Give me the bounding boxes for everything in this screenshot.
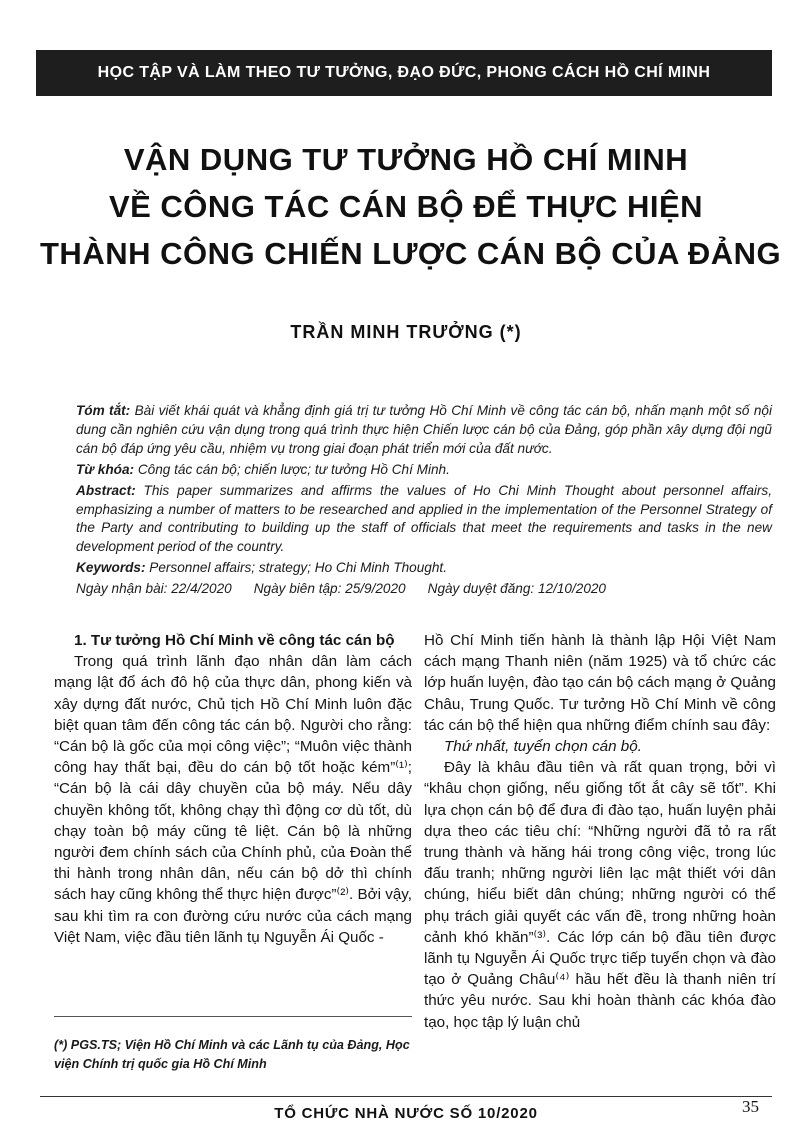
summary-label: Tóm tắt: xyxy=(76,403,131,418)
abstract-en xyxy=(76,482,772,558)
subheading-first: Thứ nhất, tuyển chọn cán bộ. xyxy=(444,738,642,756)
date-received: Ngày nhận bài: 22/4/2020 xyxy=(76,581,232,597)
date-edited: Ngày biên tập: 25/9/2020 xyxy=(253,581,406,597)
paragraph-2: Đây là khâu đầu tiên và rất quan trọng, bởi vì “khâu chọn giống, nếu giống tốt ắt cây sẽ tốt”. Khi lựa chọn cán bộ để đưa đi đào tạo, huấn luyện phải dựa theo các tiêu chí: “Những người đã tỏ ra rất trung thành và hăng hái trong công việc, trong lúc đấu tranh; những người liên lạc mật thiết với dân chúng, hiểu biết dân chúng; những người có thể phụ trách giải quyết các vấn đề, trong những hoàn cảnh khó khăn”⁽³⁾. Các lớp cán bộ đầu tiên được lãnh tụ Nguyễn Ái Quốc trực tiếp tuyển chọn và đào tạo ở Quảng Châu⁽⁴⁾ hầu hết đều là thanh niên trí thức yêu nước. Sau khi hoàn thành các khóa đào tạo, học tập lý luận chủ xyxy=(424,759,776,1031)
title-line-1: VẬN DỤNG TƯ TƯỞNG HỒ CHÍ MINH xyxy=(123,142,689,177)
body-column-right xyxy=(424,630,776,1033)
paragraph-1-continued: Hồ Chí Minh tiến hành là thành lập Hội Việt Nam cách mạng Thanh niên (năm 1925) và tổ chức các lớp huấn luyện, đào tạo cán bộ cách mạng ở Quảng Châu, Trung Quốc. Tư tưởng Hồ Chí Minh về công tác cán bộ thể hiện qua những điểm chính sau đây: xyxy=(424,632,776,734)
summary-text: Bài viết khái quát và khẳng định giá trị tư tưởng Hồ Chí Minh về công tác cán bộ, nhấn mạnh một số nội dung cần nghiên cứu vận dụng trong quá trình thực hiện Chiến lược cán bộ của Đảng, góp phần xây dựng đội ngũ cán bộ đáp ứng yêu cầu, nhiệm vụ trong giai đoạn phát triển mới của đất nước. xyxy=(76,403,772,456)
footnote-divider xyxy=(54,1016,412,1017)
title-line-2: VỀ CÔNG TÁC CÁN BỘ ĐỂ THỰC HIỆN xyxy=(108,189,704,224)
section-1-heading: 1. Tư tưởng Hồ Chí Minh về công tác cán bộ xyxy=(74,632,395,649)
journal-name: TỔ CHỨC NHÀ NƯỚC SỐ 10/2020 xyxy=(274,1105,538,1122)
keywords-vi xyxy=(76,461,772,480)
page-number: 35 xyxy=(742,1097,759,1116)
article-dates xyxy=(76,580,772,599)
keywords-vi-text: Công tác cán bộ; chiến lược; tư tưởng Hồ Chí Minh. xyxy=(137,461,450,477)
article-title xyxy=(40,136,782,277)
title-line-3: THÀNH CÔNG CHIẾN LƯỢC CÁN BỘ CỦA ĐẢNG xyxy=(40,236,782,271)
footer-divider xyxy=(40,1096,772,1097)
author-name: TRẦN MINH TRƯỞNG (*) xyxy=(290,322,522,342)
keywords-en-label: Keywords: xyxy=(76,560,146,576)
abstract-block xyxy=(76,402,772,599)
keywords-en-text: Personnel affairs; strategy; Ho Chi Minh Thought. xyxy=(149,560,447,576)
paragraph-1: Trong quá trình lãnh đạo nhân dân làm cách mạng lật đổ ách đô hộ của thực dân, phong kiến và xây dựng đất nước, Chủ tịch Hồ Chí Minh luôn đặc biệt quan tâm đến công tác cán bộ. Người cho rằng: “Cán bộ là gốc của mọi công việc”; “Muôn việc thành công hay thất bại, đều do cán bộ tốt hoặc kém”⁽¹⁾; “Cán bộ là cái dây chuyền của bộ máy. Nếu dây chuyền không tốt, không chạy thì động cơ dù tốt, dù chạy toàn bộ máy cũng tê liệt. Cán bộ là những người đem chính sách của Chính phủ, của Đoàn thể thi hành trong nhân dân, nếu cán bộ dở thì chính sách hay cũng không thể thực hiện được”⁽²⁾. Bởi vậy, sau khi tìm ra con đường cứu nước của cách mạng Việt Nam, việc đầu tiên lãnh tụ Nguyễn Ái Quốc - xyxy=(54,653,412,946)
abstract-en-text: This paper summarizes and affirms the values of Ho Chi Minh Thought about personnel affairs, emphasizing a number of matters to be researched and applied in the implementation of the Personnel Strategy of the Party and contributing to building up the staff of officials that meet the requirements and tasks in the new development period of the country. xyxy=(76,482,773,555)
author-footnote: (*) PGS.TS; Viện Hồ Chí Minh và các Lãnh tụ của Đảng, Học viện Chính trị quốc gia Hồ Chí Minh xyxy=(54,1038,410,1071)
date-approved: Ngày duyệt đăng: 12/10/2020 xyxy=(427,581,606,597)
body-column-left xyxy=(54,630,412,948)
keywords-vi-label: Từ khóa: xyxy=(76,461,135,477)
summary-vi xyxy=(76,402,772,459)
section-banner: HỌC TẬP VÀ LÀM THEO TƯ TƯỞNG, ĐẠO ĐỨC, PHONG CÁCH HỒ CHÍ MINH xyxy=(36,50,772,96)
keywords-en xyxy=(76,559,772,578)
abstract-en-label: Abstract: xyxy=(76,482,136,498)
